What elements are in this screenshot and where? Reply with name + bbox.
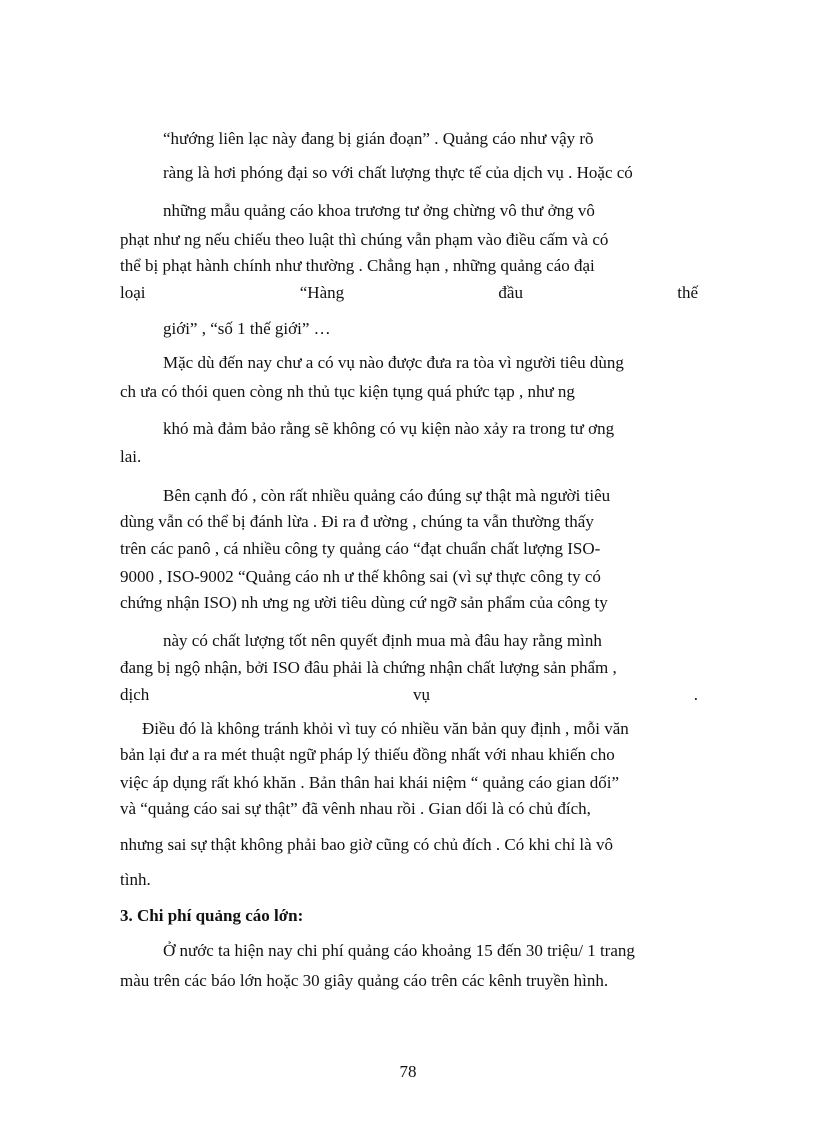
text-line: màu trên các báo lớn hoặc 30 giây quảng cáo trên các kênh truyền hình.: [120, 971, 609, 990]
text-line-justified: [120, 684, 698, 706]
text-line: trên các panô , cá nhiều công ty quảng cáo “đạt chuẩn chất lượng ISO-: [120, 539, 601, 558]
text-line: 9000 , ISO-9002 “Quảng cáo nh ư thế không sai (vì sự thực công ty có: [120, 567, 601, 586]
text-line: lai.: [120, 447, 142, 466]
text-line: thể bị phạt hành chính như thường . Chẳng hạn , những quảng cáo đại: [120, 256, 595, 275]
text-line: ràng là hơi phóng đại so với chất lượng thực tế của dịch vụ . Hoặc có: [163, 163, 633, 182]
text-line: chứng nhận ISO) nh ưng ng ười tiêu dùng cứ ngỡ sản phẩm của công ty: [120, 593, 608, 612]
page-number: 78: [399, 1062, 417, 1081]
text-line: Mặc dù đến nay chư a có vụ nào được đưa ra tòa vì người tiêu dùng: [163, 353, 624, 372]
text-line: phạt như ng nếu chiếu theo luật thì chúng vẫn phạm vào điều cấm và có: [120, 230, 609, 249]
text-line: giới” , “số 1 thế giới” …: [163, 319, 331, 338]
text-line: ch ưa có thói quen còng nh thủ tục kiện tụng quá phức tạp , như ng: [120, 382, 575, 401]
word: đầu: [498, 283, 523, 302]
text-line: Ở nước ta hiện nay chi phí quảng cáo khoảng 15 đến 30 triệu/ 1 trang: [163, 941, 635, 960]
text-line: bản lại đư a ra mét thuật ngữ pháp lý thiếu đồng nhất với nhau khiến cho: [120, 745, 615, 764]
text-line: Điều đó là không tránh khỏi vì tuy có nhiều văn bản quy định , mỗi văn: [142, 719, 629, 738]
text-line: việc áp dụng rất khó khăn . Bản thân hai khái niệm “ quảng cáo gian dối”: [120, 773, 619, 792]
word: .: [693, 685, 698, 704]
text-line: và “quảng cáo sai sự thật” đã vênh nhau rồi . Gian dối là có chủ đích,: [120, 799, 591, 818]
word: dịch: [120, 685, 150, 704]
text-line: những mẫu quảng cáo khoa trương tư ởng chừng vô thư ởng vô: [163, 201, 595, 220]
word: loại: [120, 283, 146, 302]
text-line: đang bị ngộ nhận, bởi ISO đâu phải là chứng nhận chất lượng sản phẩm ,: [120, 658, 617, 677]
word: thế: [677, 283, 698, 302]
word: “Hàng: [299, 283, 345, 302]
section-heading: 3. Chi phí quảng cáo lớn:: [120, 906, 304, 925]
text-line: nhưng sai sự thật không phải bao giờ cũng có chủ đích . Có khi chỉ là vô: [120, 835, 613, 854]
text-line: tình.: [120, 870, 151, 889]
text-line: Bên cạnh đó , còn rất nhiều quảng cáo đúng sự thật mà người tiêu: [163, 486, 611, 505]
text-line-justified: [120, 282, 698, 304]
text-line: này có chất lượng tốt nên quyết định mua mà đâu hay rằng mình: [163, 631, 602, 650]
text-line: khó mà đảm bảo rằng sẽ không có vụ kiện nào xảy ra trong tư ơng: [163, 419, 615, 438]
word: vụ: [413, 685, 431, 704]
text-line: dùng vẫn có thể bị đánh lừa . Đi ra đ ường , chúng ta vẫn thường thấy: [120, 512, 594, 531]
text-line: “hướng liên lạc này đang bị gián đoạn” . Quảng cáo như vậy rõ: [163, 129, 594, 148]
